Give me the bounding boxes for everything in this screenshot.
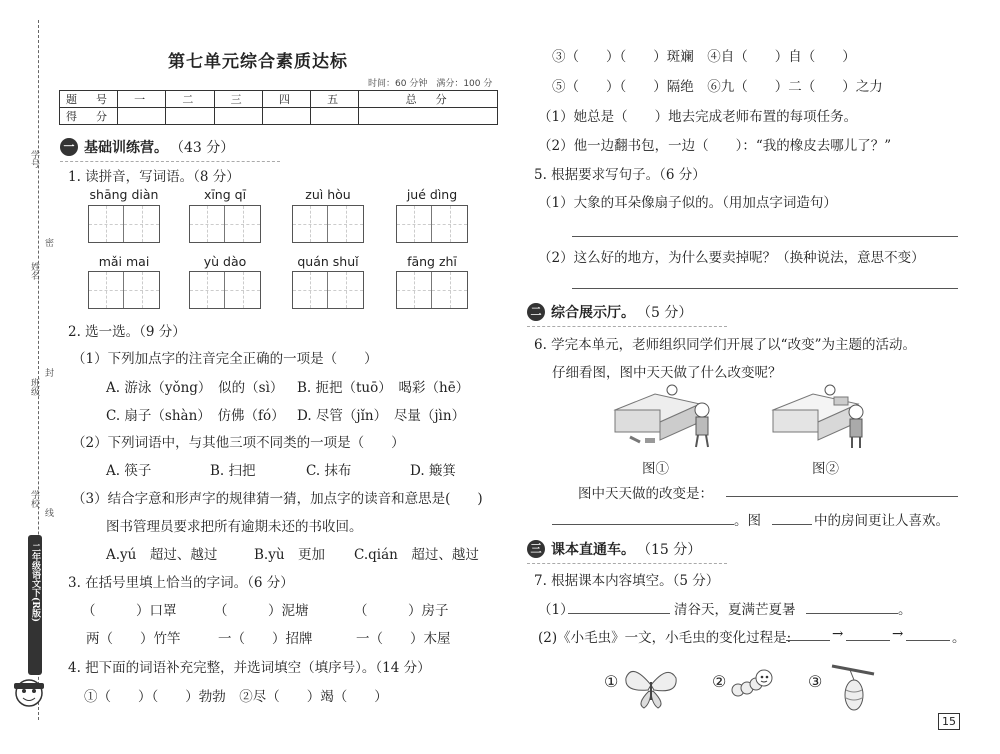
score-input-cell[interactable] [214, 108, 262, 125]
q7-stem: 7. 根据课本内容填空。（5 分） [534, 573, 720, 589]
score-table-cell: 一 [118, 91, 166, 108]
score-table-cell: 三 [214, 91, 262, 108]
q6-stem-2: 仔细看图，图中天天做了什么改变呢？ [552, 365, 782, 381]
score-table [59, 90, 498, 125]
score-input-cell[interactable] [262, 108, 310, 125]
writing-grid[interactable] [396, 271, 468, 309]
section-number: 三 [527, 540, 545, 558]
score-input-cell[interactable] [359, 108, 498, 125]
option-b[interactable]: B.yù 更加 [254, 547, 326, 563]
student-id-label: 学号 [29, 150, 39, 168]
answer-line[interactable] [726, 496, 958, 497]
q7-part1-end: 。 [898, 602, 912, 618]
section-title: 基础训练营。 [84, 140, 168, 156]
section-score: （43 分） [170, 140, 235, 156]
binding-strip [0, 0, 52, 754]
q2-part2: （2）下列词语中，与其他三项不同类的一项是（ ） [72, 435, 405, 451]
image-label-1: ① [604, 672, 619, 691]
q6-answer-prompt: 图中天天做的改变是： [578, 486, 713, 502]
writing-grid[interactable] [189, 205, 261, 243]
score-table-cell: 五 [311, 91, 359, 108]
name-label: 姓名 [29, 262, 39, 280]
writing-grid[interactable] [292, 271, 364, 309]
q4-stem: 4. 把下面的词语补充完整，并选词填空（填序号）。（14 分） [68, 660, 431, 676]
score-table-cell: 四 [262, 91, 310, 108]
score-table-cell: 二 [166, 91, 214, 108]
caterpillar-icon [730, 664, 776, 702]
writing-grid[interactable] [88, 271, 160, 309]
answer-line[interactable] [806, 613, 898, 614]
section-number: 一 [60, 138, 78, 156]
score-table-header-row [60, 91, 498, 108]
book-tag [28, 535, 42, 675]
option-a[interactable]: A. 游泳（yǒng） 似的（sì） [106, 380, 284, 396]
tidy-room-illustration [768, 382, 878, 452]
score-input-cell[interactable] [166, 108, 214, 125]
fill-blank[interactable]: （ ）泥塘 [214, 603, 309, 619]
q4-sentence-1[interactable]: （1）她总是（ ）地去完成老师布置的每项任务。 [538, 109, 858, 125]
section-title: 课本直通车。 [551, 542, 635, 558]
answer-line[interactable] [906, 640, 950, 641]
option-a[interactable]: A. 筷子 [106, 463, 152, 479]
score-table-cell: 总 分 [359, 91, 498, 108]
writing-grid[interactable] [292, 205, 364, 243]
cut-mark-feng: 封 [43, 368, 53, 377]
score-table-cell: 题 号 [60, 91, 118, 108]
arrow-icon: → [892, 626, 904, 642]
option-c[interactable]: C. 抹布 [306, 463, 352, 479]
image-label-3: ③ [808, 672, 823, 691]
pinyin-label: jué dìng [406, 187, 458, 202]
fill-blank[interactable]: （ ）房子 [354, 603, 449, 619]
option-a[interactable]: A.yú 超过、越过 [106, 547, 218, 563]
pinyin-label: xīng qī [203, 187, 247, 202]
school-label: 学校 [29, 490, 39, 508]
score-input-cell[interactable] [311, 108, 359, 125]
section-1-header [60, 137, 280, 157]
fill-blank-row[interactable]: ③（ ）（ ）斑斓 ④自（ ）自（ ） [552, 49, 856, 65]
cut-mark-xian: 线 [43, 508, 53, 517]
pinyin-label: fāng zhī [407, 254, 457, 269]
section-score: （5 分） [637, 305, 693, 321]
q6-answer-mid: 。图 [734, 513, 761, 529]
option-b[interactable]: B. 扫把 [210, 463, 256, 479]
q2-part1: （1）下列加点字的注音完全正确的一项是（ ） [72, 351, 378, 367]
pinyin-label: quán shuǐ [297, 254, 359, 269]
q2-stem: 2. 选一选。（9 分） [68, 324, 186, 340]
q2-part3-sentence: 图书管理员要求把所有逾期未还的书收回。 [106, 519, 363, 535]
section-title: 综合展示厅。 [551, 305, 635, 321]
option-c[interactable]: C. 扇子（shàn） 仿佛（fó） [106, 408, 285, 424]
fill-blank-row[interactable]: ①（ ）（ ）勃勃 ②尽（ ）竭（ ） [84, 689, 388, 705]
answer-line[interactable] [772, 524, 812, 525]
answer-line[interactable] [552, 524, 734, 525]
answer-line[interactable] [786, 640, 830, 641]
page-title: 第七单元综合素质达标 [168, 52, 348, 72]
fill-blank[interactable]: （ ）口罩 [82, 603, 177, 619]
class-label: 班级 [29, 378, 39, 396]
butterfly-icon [622, 660, 680, 710]
answer-line[interactable] [572, 288, 958, 289]
option-c[interactable]: C.qián 超过、越过 [354, 547, 479, 563]
writing-grid[interactable] [396, 205, 468, 243]
q7-part2-prefix: (2)《小毛虫》一文，小毛虫的变化过程是: [538, 630, 792, 646]
q1-stem: 1. 读拼音，写词语。（8 分） [68, 169, 240, 185]
q7-part2-end: 。 [952, 630, 966, 646]
messy-room-illustration [610, 382, 720, 452]
mascot-icon [12, 675, 46, 711]
q2-part3: （3）结合字意和形声字的规律猜一猜，加点字的读音和意思是( ) [72, 491, 483, 507]
page-number: 15 [938, 713, 960, 730]
q5-part1: （1）大象的耳朵像扇子似的。（用加点字词造句） [538, 195, 837, 211]
cocoon-icon [828, 658, 876, 714]
option-b[interactable]: B. 扼把（tuō） 喝彩（hē） [297, 380, 470, 396]
q6-answer-end: 中的房间更让人喜欢。 [814, 513, 949, 529]
figure-2-caption: 图② [812, 461, 839, 477]
score-table-cell: 得 分 [60, 108, 118, 125]
figure-1-caption: 图① [642, 461, 669, 477]
q6-stem: 6. 学完本单元，老师组织同学们开展了以“改变”为主题的活动。 [534, 337, 916, 353]
pinyin-label: mǎi mai [98, 254, 150, 269]
q5-part2: （2）这么好的地方，为什么要卖掉呢？（换种说法，意思不变） [538, 250, 925, 266]
pinyin-label: yù dào [203, 254, 247, 269]
q4-sentence-2[interactable]: （2）他一边翻书包，一边（ ）：“我的橡皮去哪儿了？” [538, 138, 892, 154]
answer-line[interactable] [572, 236, 958, 237]
section-3-header [527, 539, 727, 559]
score-table-score-row [60, 108, 498, 125]
option-d[interactable]: D. 尽管（jǐn） 尽量（jìn） [297, 408, 466, 424]
q5-stem: 5. 根据要求写句子。（6 分） [534, 167, 706, 183]
answer-line[interactable] [568, 613, 670, 614]
cut-mark-mi: 密 [43, 238, 53, 247]
pinyin-label: shāng diàn [89, 187, 159, 202]
fill-blank[interactable]: 一（ ）木屋 [356, 631, 451, 647]
arrow-icon: → [832, 626, 844, 642]
writing-grid[interactable] [189, 271, 261, 309]
fill-blank-row[interactable]: ⑤（ ）（ ）隔绝 ⑥九（ ）二（ ）之力 [552, 79, 883, 95]
q7-part1-text: 清谷天，夏满芒夏暑 [674, 602, 796, 618]
exam-meta: 时间：60 分钟 满分：100 分 [368, 79, 493, 89]
q7-part1-prefix: （1） [538, 602, 574, 618]
option-d[interactable]: D. 簸箕 [410, 463, 456, 479]
answer-line[interactable] [846, 640, 890, 641]
section-2-header [527, 302, 727, 322]
score-input-cell[interactable] [118, 108, 166, 125]
section-score: （15 分） [637, 542, 702, 558]
pinyin-label: zuì hòu [305, 187, 351, 202]
section-number: 二 [527, 303, 545, 321]
image-label-2: ② [712, 672, 727, 691]
book-tag-label: 二年级语文下(R版) [30, 543, 40, 622]
fill-blank[interactable]: 两（ ）竹竿 [86, 631, 181, 647]
writing-grid[interactable] [88, 205, 160, 243]
fill-blank[interactable]: 一（ ）招牌 [218, 631, 313, 647]
q3-stem: 3. 在括号里填上恰当的字词。（6 分） [68, 575, 294, 591]
